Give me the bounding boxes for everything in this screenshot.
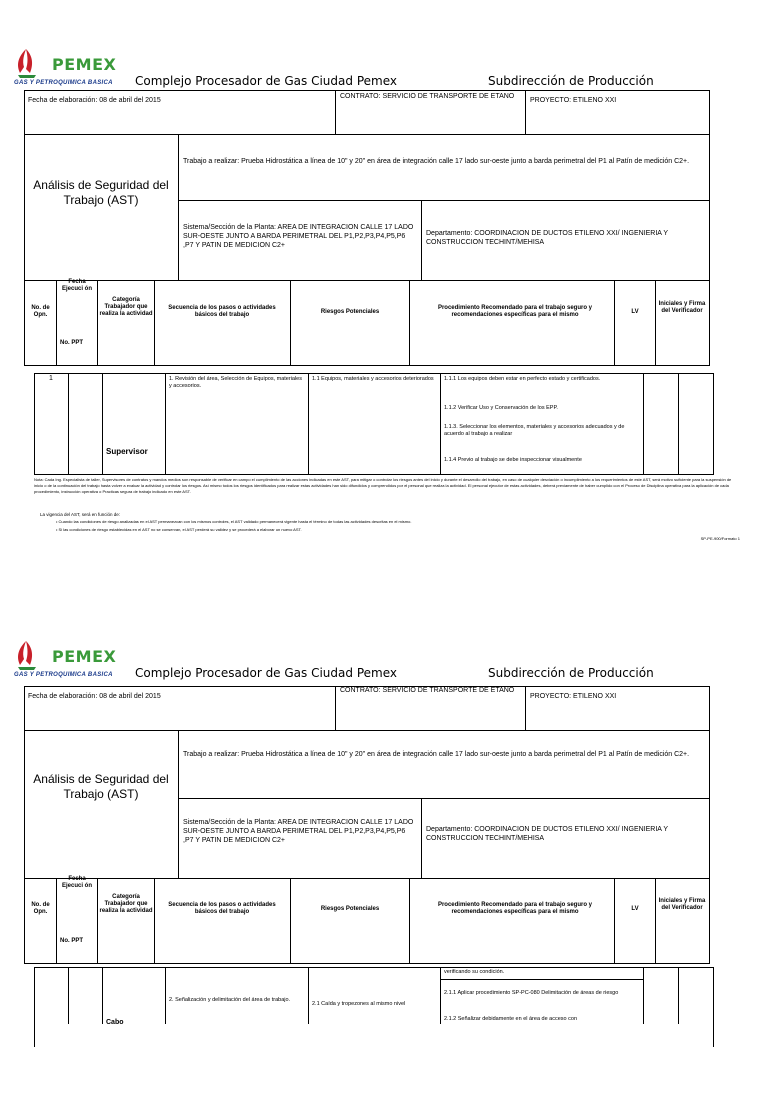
col-no-opn: No. de Opn. bbox=[31, 305, 50, 318]
row-procedimiento-3: 1.1.3. Seleccionar los elementos, materiales y accesorios adecuados y de acuerdo al trabajo a realizar bbox=[444, 424, 625, 437]
pemex-eagle-icon bbox=[14, 639, 44, 671]
departamento: Departamento: COORDINACION DE DUCTOS ETILENO XXI/ INGENIERIA Y CONSTRUCCION TECHINT/MEHISA bbox=[426, 826, 668, 842]
page-title: Complejo Procesador de Gas Ciudad Pemex bbox=[135, 666, 397, 680]
page-subtitle: Subdirección de Producción bbox=[488, 74, 654, 88]
col-fecha-ejecucion: Fecha Ejecuci ón bbox=[61, 279, 92, 292]
row-secuencia: 2. Señalización y delimitación del área de trabajo. bbox=[169, 997, 291, 1003]
logo-wordmark: PEMEX bbox=[52, 647, 117, 666]
row-procedimiento-4: 1.1.4 Previo al trabajo se debe inspeccionar visualmente bbox=[444, 457, 582, 463]
row-categoria: Supervisor bbox=[106, 447, 148, 456]
col-procedimiento: Procedimiento Recomendado para el trabajo seguro y recomendaciones específicas para el mismo bbox=[437, 902, 593, 915]
ast-title: Análisis de Seguridad del Trabajo (AST) bbox=[33, 772, 169, 801]
vigencia-bullet-2: • Si las condiciones de riesgo establecidas en el AST no se conservan, el AST perderá su validez y se procederá a elaborar un nuevo AST. bbox=[56, 527, 302, 532]
proyecto: PROYECTO: ETILENO XXI bbox=[530, 97, 617, 104]
logo-subtitle: GAS Y PETROQUIMICA BASICA bbox=[14, 672, 113, 678]
sistema-seccion: Sistema/Sección de la Planta: AREA DE INTEGRACION CALLE 17 LADO SUR-OESTE JUNTO A BARDA PERIMETRAL DEL P1,P2,P3,P4,P5,P6 ,P7 Y PATIN DE MEDICION C2+ bbox=[183, 224, 414, 249]
nota-responsabilidad: Nota: Cada Ing. Especialista de taller, Supervisores de contratos y mandos medios son responsable de verificar en campo el cumplimiento de las acciones indicadas en este AST, para mitigar o controlar los riesgos antes del inicio y durante el desarrollo del trabajo, en caso de cualquier desviación o incumplimiento a los requerimientos de este AST, será motivo suficiente para la suspensión de inicio o de la continuación del trabajo hasta volver a evaluar la actividad y controlar los riesgos. Así mismo todos los riesgos identificados para realizar estas actividades han sido difundidos y comprendidos por el personal que realiza la actividad. El personal ejecutor de estas actividades, deberá previamente de haber cumplido con el Proceso de Disciplina operativa para la aplicación de cada procedimiento, instrucción operativa o Practicas segura de trabajo indicado en este AST. bbox=[34, 477, 732, 494]
vigencia-title: La vigencia del AST, será en función de: bbox=[40, 512, 121, 517]
row-procedimiento-2: 1.1.2 Verificar Uso y Conservación de los EPP. bbox=[444, 405, 558, 411]
contrato: CONTRATO: SERVICIO DE TRANSPORTE DE ETANO bbox=[340, 93, 515, 100]
row-procedimiento-1: 1.1.1 Los equipos deben estar en perfecto estado y certificados. bbox=[444, 376, 601, 382]
row-riesgo: 1.1 Equipos, materiales y accesorios deteriorados bbox=[312, 376, 434, 382]
col-riesgos: Riesgos Potenciales bbox=[320, 309, 380, 315]
row-categoria: Cabo bbox=[106, 1019, 124, 1026]
col-categoria: Categoría Trabajador que realiza la actividad bbox=[99, 894, 153, 914]
trabajo-a-realizar: Trabajo a realizar: Prueba Hidrostática a línea de 10" y 20" en área de integración calle 17 lado sur-oeste junto a barda perimetral del P1 al Patín de medición C2+. bbox=[183, 158, 690, 165]
proyecto: PROYECTO: ETILENO XXI bbox=[530, 693, 617, 700]
row-procedimiento-2: 2.1.2 Señalizar debidamente en el área de acceso con bbox=[444, 1016, 578, 1022]
col-no-ppt: No. PPT bbox=[60, 938, 84, 944]
page-subtitle: Subdirección de Producción bbox=[488, 666, 654, 680]
formato-code: SP-PE-900/Formato 1 bbox=[700, 536, 740, 541]
col-iniciales: Iniciales y Firma del Verificador bbox=[658, 301, 706, 314]
logo-subtitle: GAS Y PETROQUIMICA BASICA bbox=[14, 80, 113, 86]
col-categoria: Categoría Trabajador que realiza la actividad bbox=[99, 297, 153, 317]
ast-title: Análisis de Seguridad del Trabajo (AST) bbox=[33, 178, 169, 207]
col-riesgos: Riesgos Potenciales bbox=[320, 906, 380, 912]
row-secuencia: 1. Revisión del área, Selección de Equipos, materiales y accesorios. bbox=[169, 376, 302, 389]
pemex-logo bbox=[14, 47, 124, 89]
pemex-logo bbox=[14, 639, 124, 681]
col-lv: LV bbox=[631, 309, 639, 315]
row-procedimiento-top: verificando su condición. bbox=[444, 969, 505, 975]
fecha-elaboracion: Fecha de elaboración: 08 de abril del 2015 bbox=[28, 97, 161, 104]
col-procedimiento: Procedimiento Recomendado para el trabajo seguro y recomendaciones específicas para el mismo bbox=[437, 305, 593, 318]
col-iniciales: Iniciales y Firma del Verificador bbox=[658, 898, 706, 911]
col-fecha-ejecucion: Fecha Ejecuci ón bbox=[61, 876, 92, 889]
form-page-2 bbox=[0, 592, 768, 1104]
logo-wordmark: PEMEX bbox=[52, 55, 117, 74]
col-no-opn: No. de Opn. bbox=[31, 902, 50, 915]
form-page-1 bbox=[0, 0, 768, 541]
vigencia-bullet-1: • Cuando las condiciones de riesgo analizadas en el AST permanezcan con los mismos controles, el AST validado permanecerá vigente hasta el término de todas las actividades descritas en el mismo. bbox=[56, 519, 412, 524]
col-no-ppt: No. PPT bbox=[60, 340, 84, 346]
fecha-elaboracion: Fecha de elaboración: 08 de abril del 2015 bbox=[28, 693, 161, 700]
row-riesgo: 2.1 Caída y tropezones al mismo nivel bbox=[312, 1001, 406, 1007]
trabajo-a-realizar: Trabajo a realizar: Prueba Hidrostática a línea de 10" y 20" en área de integración calle 17 lado sur-oeste junto a barda perimetral del P1 al Patín de medición C2+. bbox=[183, 751, 690, 758]
page-title: Complejo Procesador de Gas Ciudad Pemex bbox=[135, 74, 397, 88]
col-secuencia: Secuencia de los pasos o actividades básicos del trabajo bbox=[168, 305, 276, 318]
pemex-eagle-icon bbox=[14, 47, 44, 79]
col-lv: LV bbox=[631, 906, 639, 912]
row-number: 1 bbox=[49, 375, 53, 382]
row-procedimiento-1: 2.1.1 Aplicar procedimiento SP-PC-080 Delimitación de áreas de riesgo bbox=[444, 990, 619, 996]
contrato: CONTRATO: SERVICIO DE TRANSPORTE DE ETANO bbox=[340, 687, 515, 694]
departamento: Departamento: COORDINACION DE DUCTOS ETILENO XXI/ INGENIERIA Y CONSTRUCCION TECHINT/MEHISA bbox=[426, 230, 668, 246]
sistema-seccion: Sistema/Sección de la Planta: AREA DE INTEGRACION CALLE 17 LADO SUR-OESTE JUNTO A BARDA PERIMETRAL DEL P1,P2,P3,P4,P5,P6 ,P7 Y PATIN DE MEDICION C2+ bbox=[183, 819, 414, 844]
col-secuencia: Secuencia de los pasos o actividades básicos del trabajo bbox=[168, 902, 276, 915]
